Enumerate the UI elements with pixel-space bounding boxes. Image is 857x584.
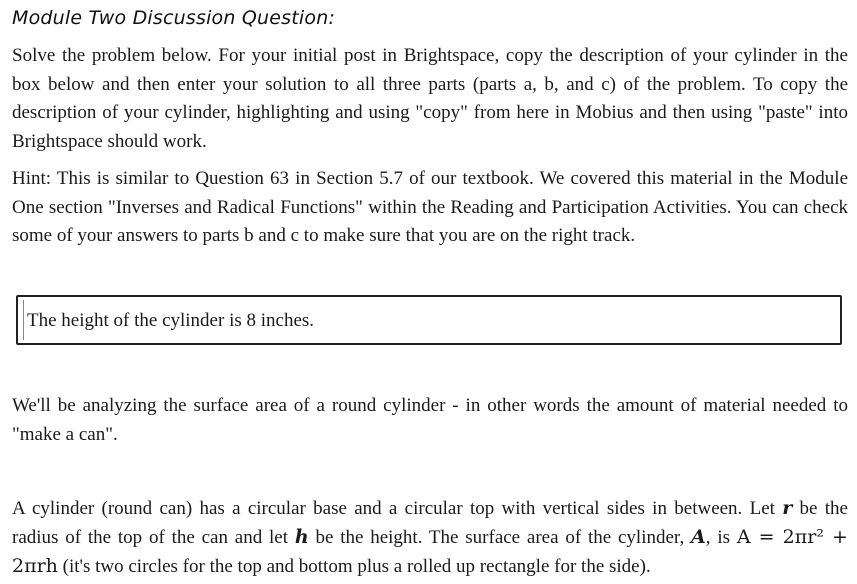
setup-text-5: (it's two circles for the top and bottom plus a rolled up rectangle for the side). <box>57 556 651 577</box>
setup-text-4: , is <box>705 527 737 548</box>
setup-text-1: A cylinder (round can) has a circular base and a circular top with vertical sides in between. Let <box>12 498 783 519</box>
variable-A: A <box>691 526 706 548</box>
setup-paragraph <box>12 494 848 581</box>
intro-paragraph: We'll be analyzing the surface area of a round cylinder - in other words the amount of material needed to "make a can". <box>12 395 848 445</box>
variable-h: h <box>294 526 309 548</box>
cylinder-description-box[interactable] <box>16 295 842 345</box>
variable-r: r <box>782 497 793 519</box>
cylinder-description-text[interactable]: The height of the cylinder is 8 inches. <box>23 300 835 340</box>
surface-area-formula: A = 2πr² + 2πrh <box>12 526 848 577</box>
instructions-paragraph: Solve the problem below. For your initial post in Brightspace, copy the description of your cylinder in the box below and then enter your solution to all three parts (parts a, b, and c) of the problem. To copy the description of your cylinder, highlighting and using "copy" from here in Mobius and then using "paste" into Brightspace should work. <box>12 45 848 152</box>
setup-text-3: be the height. The surface area of the cylinder, <box>308 527 692 548</box>
hint-paragraph: Hint: This is similar to Question 63 in Section 5.7 of our textbook. We covered this material in the Module One section "Inverses and Radical Functions" within the Reading and Participation Activities. You can check some of your answers to parts b and c to make sure that you are on the right track. <box>12 168 848 246</box>
page-title: Module Two Discussion Question: <box>12 7 336 29</box>
setup-text-2: be the radius of the top of the can and let <box>12 498 848 548</box>
